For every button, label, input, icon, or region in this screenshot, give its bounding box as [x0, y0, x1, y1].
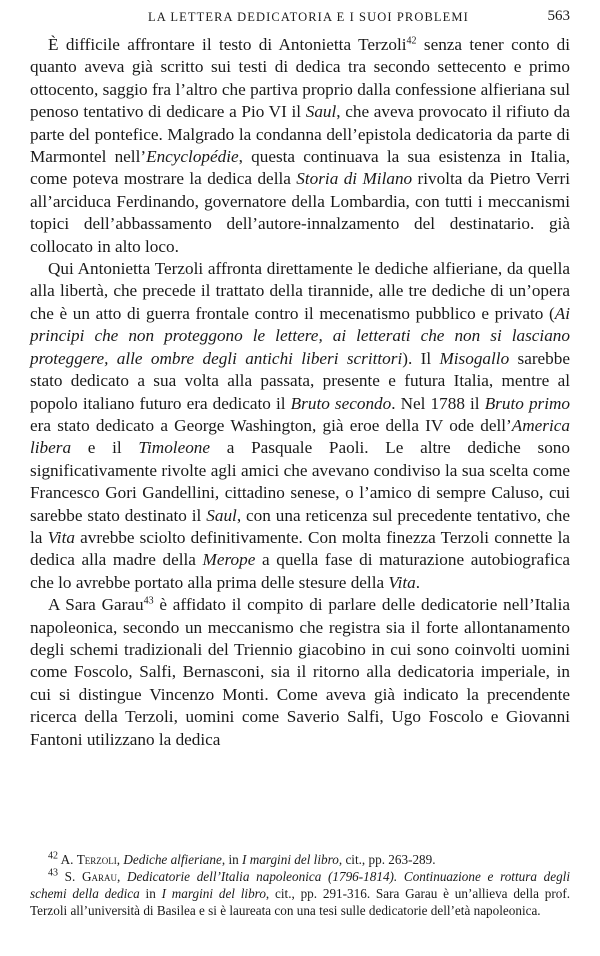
- text-run: senza tener conto di quanto aveva già scritto sui testi di dedica tra secondo settecento e primo ottocento, saggio fra l’altro che partiva proprio dalla confessione alfieriana sul penoso tentativo di dedicare a Pio VI il: [30, 35, 570, 122]
- text-run: , cit., pp. 291-316. Sara Garau è un’allieva della prof. Terzoli all’università di Basilea e si è laureata con una tesi sulle dedicatorie dell’età napoleonica.: [30, 886, 571, 918]
- paragraph: [30, 258, 570, 594]
- text-run: , con una reticenza sul precedente tentativo, che la: [30, 505, 570, 547]
- text-run: , cit., pp. 263-289.: [338, 852, 436, 867]
- text-run: È difficile affrontare il testo di Antonietta Terzoli: [48, 35, 407, 54]
- footnotes: [30, 851, 570, 919]
- footnote-ref: 43: [48, 867, 58, 879]
- text-run: e il: [71, 438, 139, 458]
- italic-run: Dediche alfieriane: [123, 852, 222, 867]
- text-run: ,: [116, 852, 124, 867]
- text-run: ). Il: [402, 348, 440, 368]
- italic-run: Saul: [305, 102, 337, 122]
- italic-run: Merope: [202, 550, 256, 570]
- text-run: in: [139, 886, 162, 901]
- text-run: , questa continuava la sua esistenza in Italia, come poteva mostrare la dedica della: [30, 147, 570, 189]
- text-run: era stato dedicato a George Washington, già eroe della IV ode dell’: [30, 415, 512, 435]
- italic-run: Vita: [47, 527, 75, 547]
- text-run: avrebbe sciolto definitivamente. Con molta finezza Terzoli connette la dedica alla madre della: [30, 527, 570, 570]
- footnote-ref: 43: [143, 595, 154, 607]
- italic-run: Timoleone: [138, 438, 211, 458]
- footnote: [30, 868, 570, 919]
- italic-run: I margini del libro: [242, 852, 339, 867]
- italic-run: Vita: [388, 572, 416, 592]
- text-run: A.: [58, 852, 77, 867]
- text-run: A Sara Garau: [48, 595, 144, 615]
- text-run: .: [415, 572, 421, 592]
- text-run: , in: [221, 852, 243, 867]
- paragraph: [30, 34, 570, 258]
- italic-run: Storia di Milano: [296, 169, 413, 189]
- italic-run: I margini del libro: [161, 886, 266, 901]
- footnote-ref: 42: [48, 850, 58, 862]
- text-run: a quella fase di maturazione autobiografica che lo avrebbe portato alla prima delle stesure della: [30, 550, 570, 592]
- small-caps-run: Garau: [82, 869, 118, 884]
- footnote-ref: 42: [406, 35, 417, 47]
- page-number: 563: [547, 8, 570, 24]
- footnote: [30, 851, 570, 868]
- italic-run: Encyclopédie: [146, 147, 239, 167]
- italic-run: Ai principi che non proteggono le lettere, ai letterati che non si lasciano proteggere, alle ombre degli antichi liberi scrittori: [30, 303, 570, 368]
- italic-run: Bruto secondo: [290, 393, 392, 413]
- text-run: ,: [117, 869, 128, 884]
- text-run: a Pasquale Paoli. Le altre dediche sono significativamente rivolte agli amici che avevano condiviso la sua scelta come Francesco Gori Gandellini, cittadino senese, o l’amico di sempre Caluso, cui sarebbe stato destinato il: [30, 438, 570, 525]
- body-text: [30, 34, 570, 751]
- text-run: sarebbe stato dedicato a sua volta alla passata, presente e futura Italia, mentre al popolo italiano futuro era dedicato il: [30, 348, 570, 413]
- running-title: LA LETTERA DEDICATORIA E I SUOI PROBLEMI: [148, 10, 469, 24]
- text-run: . Nel 1788 il: [391, 393, 485, 413]
- text-run: Qui Antonietta Terzoli affronta direttamente le dediche alfieriane, da quella alla libertà, che precede il trattato della tirannide, alle tre dediche di un’opera che è un atto di guerra frontale contro il mecenatismo pubblico e privato (: [30, 259, 570, 323]
- page-header: [30, 8, 570, 30]
- italic-run: Bruto primo: [484, 393, 571, 413]
- italic-run: Misogallo: [439, 348, 510, 368]
- italic-run: America libera: [30, 415, 570, 458]
- italic-run: Dedicatorie dell’Italia napoleonica (1796-1814). Continuazione e rottura degli schemi della dedica: [30, 869, 571, 901]
- paragraph: [30, 594, 570, 751]
- text-run: è affidato il compito di parlare delle dedicatorie nell’Italia napoleonica, secondo un meccanismo che registra sia il forte allontanamento degli schemi tradizionali del Triennio giacobino in cui sono coinvolti uomini come Foscolo, Salfi, Bernasconi, sia il ritorno alla dedicatoria imperiale, in cui si distingue Vincenzo Monti. Come aveva già indicato la precendente ricerca della Terzoli, uomini come Saverio Salfi, Ugo Foscolo e Giovanni Fantoni utilizzano la dedica: [30, 595, 570, 749]
- text-run: S.: [58, 869, 83, 884]
- text-run: rivolta da Pietro Verri all’arciduca Ferdinando, governatore della Lombardia, con tutti i meccanismi topici dell’abbassamento dell’autore-innalzamento del destinatario. già collocato in alto loco.: [30, 169, 570, 256]
- italic-run: Saul: [206, 505, 237, 525]
- small-caps-run: Terzoli: [76, 852, 117, 867]
- text-run: , che aveva provocato il rifiuto da parte del pontefice. Malgrado la condanna dell’epistola dedicatoria da parte di Marmontel nell’: [30, 102, 570, 167]
